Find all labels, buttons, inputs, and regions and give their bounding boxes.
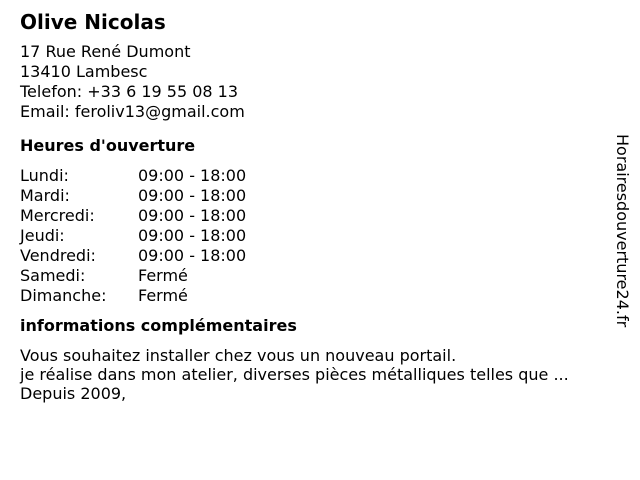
description-line: je réalise dans mon atelier, diverses pièces métalliques telles que ... [20, 365, 569, 384]
time-value: Fermé [138, 266, 188, 285]
time-value: 09:00 - 18:00 [138, 246, 247, 265]
business-card [20, 10, 620, 403]
day-label: Lundi: [20, 166, 69, 185]
hours-row-dimanche [20, 286, 620, 306]
address-city: 13410 Lambesc [20, 62, 148, 81]
day-label: Jeudi: [20, 226, 65, 245]
hours-row-lundi [20, 166, 620, 186]
day-label: Mardi: [20, 186, 70, 205]
opening-hours-list [20, 166, 620, 306]
address-street: 17 Rue René Dumont [20, 42, 191, 61]
contact-block [20, 42, 620, 122]
hours-row-mercredi [20, 206, 620, 226]
description-line: Vous souhaitez installer chez vous un nouveau portail. [20, 346, 457, 365]
day-label: Dimanche: [20, 286, 107, 305]
email-text: Email: feroliv13@gmail.com [20, 102, 245, 121]
day-label: Mercredi: [20, 206, 95, 225]
time-value: Fermé [138, 286, 188, 305]
time-value: 09:00 - 18:00 [138, 206, 247, 225]
business-name: Olive Nicolas [20, 10, 166, 34]
hours-row-vendredi [20, 246, 620, 266]
time-value: 09:00 - 18:00 [138, 166, 247, 185]
day-label: Vendredi: [20, 246, 96, 265]
hours-row-mardi [20, 186, 620, 206]
time-value: 09:00 - 18:00 [138, 226, 247, 245]
hours-heading: Heures d'ouverture [20, 136, 196, 155]
info-heading: informations complémentaires [20, 316, 297, 335]
time-value: 09:00 - 18:00 [138, 186, 247, 205]
description-block [20, 346, 620, 403]
site-watermark: Horairesdouverture24.fr [613, 134, 632, 328]
description-line: Depuis 2009, [20, 384, 127, 403]
hours-row-samedi [20, 266, 620, 286]
day-label: Samedi: [20, 266, 86, 285]
phone-text: Telefon: +33 6 19 55 08 13 [20, 82, 239, 101]
hours-row-jeudi [20, 226, 620, 246]
